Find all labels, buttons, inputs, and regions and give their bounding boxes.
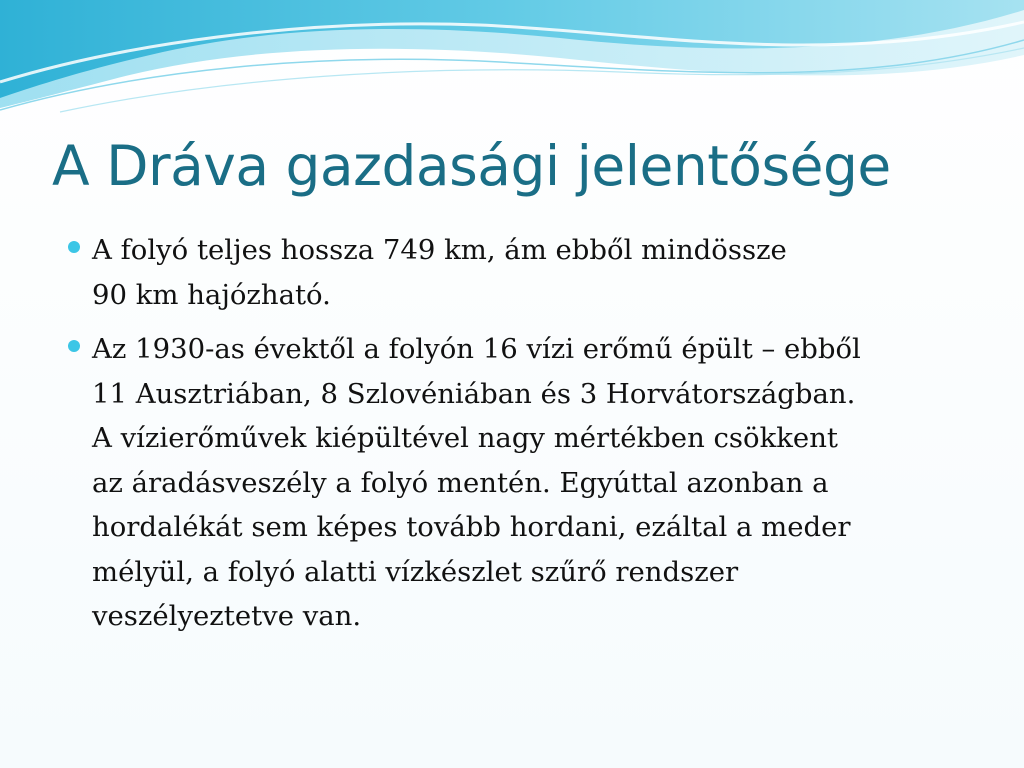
bullet-dot-icon bbox=[68, 340, 80, 352]
header-wave-decoration bbox=[0, 0, 1024, 130]
bullet-text: Az 1930-as évektől a folyón 16 vízi erőmű épült – ebből 11 Ausztriában, 8 Szlovéniában és 3 Horvátországban. A vízierőművek kiépültével nagy mértékben csökkent az áradásveszély a folyó mentén. Egyúttal azonban a hordalékát sem képes tovább hordani, ezáltal a meder mélyül, a folyó alatti vízkészlet szűrő rendszer veszélyeztetve van. bbox=[92, 333, 861, 632]
bullet-item bbox=[62, 327, 962, 639]
bullet-list bbox=[62, 228, 962, 649]
bullet-item bbox=[62, 228, 962, 317]
bullet-text: A folyó teljes hossza 749 km, ám ebből mindössze 90 km hajózható. bbox=[92, 234, 787, 311]
slide-title: A Dráva gazdasági jelentősége bbox=[52, 134, 891, 198]
bullet-dot-icon bbox=[68, 241, 80, 253]
